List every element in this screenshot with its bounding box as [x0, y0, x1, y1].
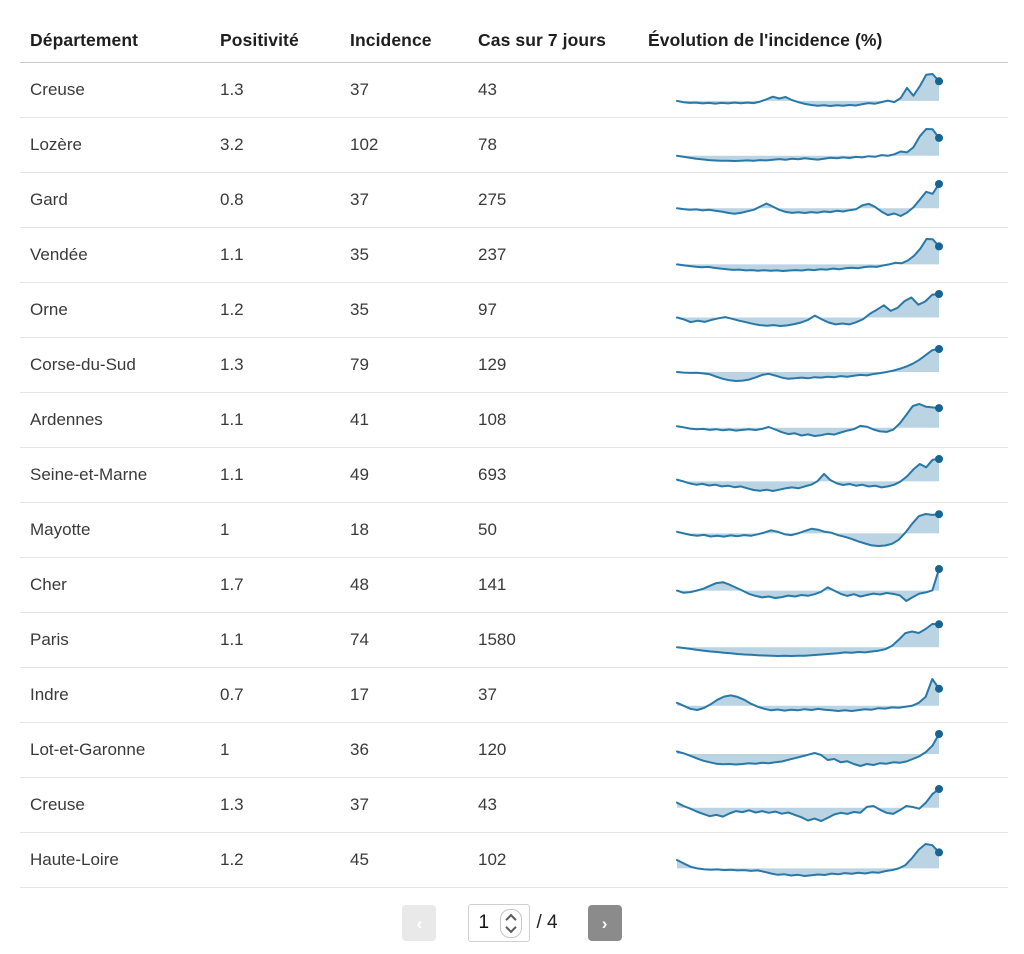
incidence-sparkline — [675, 730, 945, 770]
header-incidence: Incidence — [350, 29, 432, 50]
sparkline-cell — [648, 455, 1008, 495]
sparkline-cell — [648, 235, 1008, 275]
table-row — [20, 668, 1008, 723]
positivite-cell: 1.2 — [220, 850, 244, 869]
incidence-cell: 37 — [350, 80, 369, 99]
positivite-cell: 3.2 — [220, 135, 244, 154]
cas-7-jours-cell: 1580 — [478, 630, 516, 649]
cas-7-jours-cell: 37 — [478, 685, 497, 704]
departement-cell: Haute-Loire — [30, 850, 119, 869]
positivite-cell: 0.8 — [220, 190, 244, 209]
table-row — [20, 448, 1008, 503]
positivite-cell: 0.7 — [220, 685, 244, 704]
sparkline-end-dot — [935, 404, 943, 412]
incidence-cell: 49 — [350, 465, 369, 484]
positivite-cell: 1.2 — [220, 300, 244, 319]
incidence-sparkline — [675, 840, 945, 880]
cas-7-jours-cell: 43 — [478, 80, 497, 99]
sparkline-end-dot — [935, 685, 943, 693]
table-row — [20, 503, 1008, 558]
chevron-down-icon — [506, 921, 517, 932]
header-departement: Département — [30, 29, 139, 50]
departement-cell: Ardennes — [30, 410, 103, 429]
incidence-sparkline — [675, 620, 945, 660]
sparkline-end-dot — [935, 848, 943, 856]
sparkline-end-dot — [935, 510, 943, 518]
sparkline-cell — [648, 565, 1008, 605]
sparkline-cell — [648, 620, 1008, 660]
incidence-cell: 35 — [350, 245, 369, 264]
page-number-box — [468, 904, 530, 942]
departement-cell: Paris — [30, 630, 69, 649]
sparkline-end-dot — [935, 565, 943, 573]
sparkline-end-dot — [935, 345, 943, 353]
departement-cell: Orne — [30, 300, 68, 319]
departement-cell: Gard — [30, 190, 68, 209]
positivite-cell: 1.1 — [220, 245, 244, 264]
sparkline-cell — [648, 510, 1008, 550]
sparkline-end-dot — [935, 290, 943, 298]
sparkline-cell — [648, 70, 1008, 110]
positivite-cell: 1.1 — [220, 465, 244, 484]
sparkline-cell — [648, 840, 1008, 880]
sparkline-end-dot — [935, 620, 943, 628]
incidence-cell: 41 — [350, 410, 369, 429]
sparkline-end-dot — [935, 134, 943, 142]
table-row — [20, 723, 1008, 778]
departments-table — [20, 18, 1008, 888]
cas-7-jours-cell: 141 — [478, 575, 507, 594]
cas-7-jours-cell: 43 — [478, 795, 497, 814]
sparkline-cell — [648, 730, 1008, 770]
departement-cell: Creuse — [30, 795, 85, 814]
cas-7-jours-cell: 102 — [478, 850, 507, 869]
incidence-sparkline — [675, 510, 945, 550]
incidence-sparkline — [675, 290, 945, 330]
incidence-sparkline — [675, 565, 945, 605]
incidence-cell: 48 — [350, 575, 369, 594]
table-row — [20, 338, 1008, 393]
departement-cell: Indre — [30, 685, 69, 704]
table-row — [20, 558, 1008, 613]
incidence-cell: 74 — [350, 630, 369, 649]
incidence-cell: 102 — [350, 135, 379, 154]
table-row — [20, 833, 1008, 888]
positivite-cell: 1.3 — [220, 355, 244, 374]
sparkline-cell — [648, 125, 1008, 165]
incidence-cell: 18 — [350, 520, 369, 539]
table-row — [20, 173, 1008, 228]
sparkline-end-dot — [935, 730, 943, 738]
positivite-cell: 1.3 — [220, 80, 244, 99]
positivite-cell: 1 — [220, 740, 230, 759]
incidence-cell: 45 — [350, 850, 369, 869]
table-row — [20, 393, 1008, 448]
chevron-left-icon: ‹ — [416, 913, 423, 933]
departement-cell: Lot-et-Garonne — [30, 740, 146, 759]
cas-7-jours-cell: 693 — [478, 465, 507, 484]
incidence-cell: 37 — [350, 795, 369, 814]
departement-cell: Seine-et-Marne — [30, 465, 148, 484]
sparkline-cell — [648, 345, 1008, 385]
sparkline-cell — [648, 675, 1008, 715]
page-number-input[interactable] — [478, 912, 500, 934]
sparkline-cell — [648, 785, 1008, 825]
table-row — [20, 778, 1008, 833]
incidence-cell: 36 — [350, 740, 369, 759]
incidence-sparkline — [675, 675, 945, 715]
departement-cell: Corse-du-Sud — [30, 355, 136, 374]
page-total-label: / 4 — [536, 912, 558, 933]
table-row — [20, 63, 1008, 118]
incidence-sparkline — [675, 125, 945, 165]
cas-7-jours-cell: 97 — [478, 300, 497, 319]
sparkline-cell — [648, 400, 1008, 440]
incidence-cell: 17 — [350, 685, 369, 704]
cas-7-jours-cell: 120 — [478, 740, 507, 759]
pagination-bar — [0, 904, 1024, 942]
sparkline-cell — [648, 290, 1008, 330]
positivite-cell: 1.3 — [220, 795, 244, 814]
table-row — [20, 613, 1008, 668]
departement-cell: Lozère — [30, 135, 82, 154]
sparkline-end-dot — [935, 242, 943, 250]
sparkline-cell — [648, 180, 1008, 220]
positivite-cell: 1 — [220, 520, 230, 539]
incidence-sparkline — [675, 180, 945, 220]
departement-cell: Creuse — [30, 80, 85, 99]
cas-7-jours-cell: 50 — [478, 520, 497, 539]
cas-7-jours-cell: 129 — [478, 355, 507, 374]
positivite-cell: 1.7 — [220, 575, 244, 594]
incidence-cell: 79 — [350, 355, 369, 374]
incidence-sparkline — [675, 345, 945, 385]
chevron-right-icon: › — [601, 913, 608, 933]
table-row — [20, 118, 1008, 173]
header-evolution-incidence: Évolution de l'incidence (%) — [648, 29, 883, 50]
incidence-cell: 35 — [350, 300, 369, 319]
incidence-cell: 37 — [350, 190, 369, 209]
table-row — [20, 228, 1008, 283]
cas-7-jours-cell: 237 — [478, 245, 507, 264]
sparkline-end-dot — [935, 77, 943, 85]
cas-7-jours-cell: 78 — [478, 135, 497, 154]
incidence-sparkline — [675, 455, 945, 495]
departement-cell: Cher — [30, 575, 67, 594]
departement-cell: Vendée — [30, 245, 88, 264]
positivite-cell: 1.1 — [220, 410, 244, 429]
sparkline-end-dot — [935, 455, 943, 463]
departement-cell: Mayotte — [30, 520, 91, 539]
cas-7-jours-cell: 108 — [478, 410, 507, 429]
page-number-stepper[interactable] — [500, 909, 522, 938]
cas-7-jours-cell: 275 — [478, 190, 507, 209]
table-body — [20, 63, 1008, 888]
incidence-sparkline — [675, 70, 945, 110]
table-row — [20, 283, 1008, 338]
header-cas-7-jours: Cas sur 7 jours — [478, 29, 606, 50]
sparkline-end-dot — [935, 180, 943, 188]
incidence-sparkline — [675, 785, 945, 825]
table-header-row — [20, 18, 1008, 63]
incidence-sparkline — [675, 400, 945, 440]
header-positivite: Positivité — [220, 29, 299, 50]
incidence-sparkline — [675, 235, 945, 275]
sparkline-end-dot — [935, 785, 943, 793]
positivite-cell: 1.1 — [220, 630, 244, 649]
